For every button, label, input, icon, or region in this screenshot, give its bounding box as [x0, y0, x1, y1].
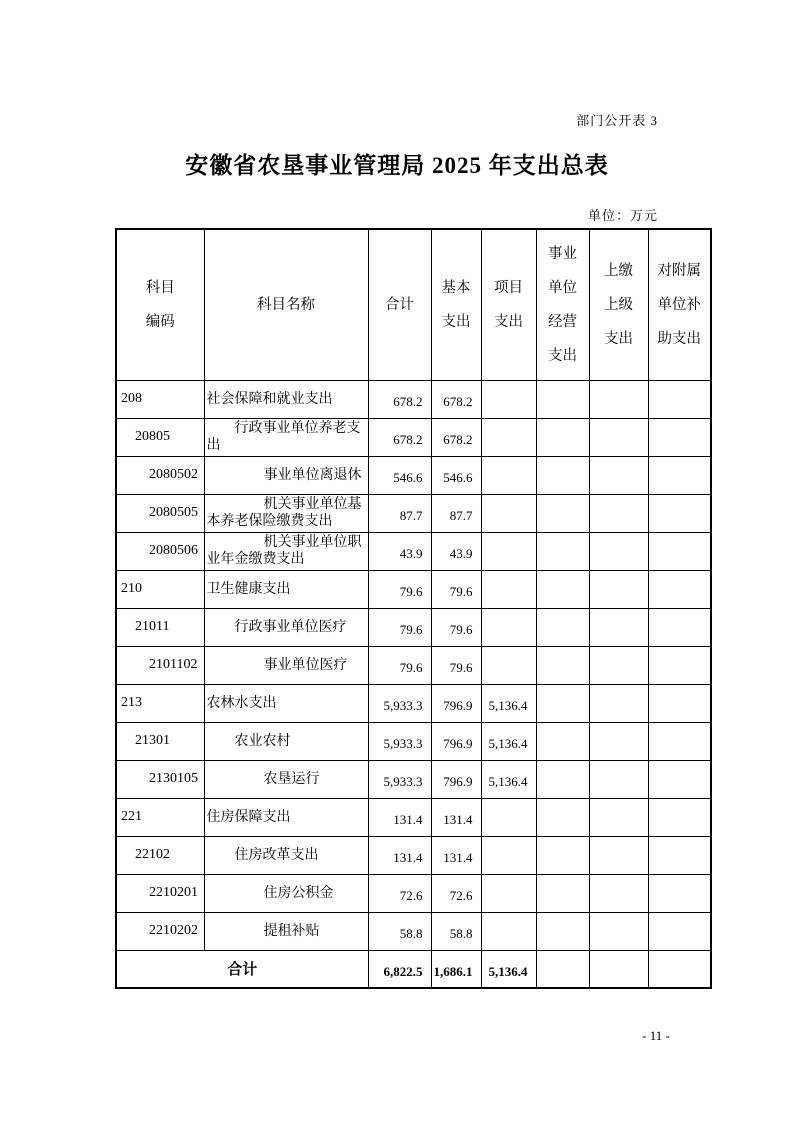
name-cell: 机关事业单位职业年金缴费支出 [204, 532, 368, 570]
column-header-line: 支出 [548, 347, 577, 364]
basic-expenditure-cell: 131.4 [431, 836, 481, 874]
column-header-2 [204, 229, 368, 380]
code-cell: 2210201 [116, 874, 204, 912]
subsidy-cell [648, 418, 711, 456]
code-cell: 2080506 [116, 532, 204, 570]
total-subsidy-cell [648, 950, 711, 988]
subsidy-cell [648, 608, 711, 646]
table-row [116, 380, 711, 418]
name-cell: 住房公积金 [204, 874, 368, 912]
project-expenditure-cell: 5,136.4 [481, 684, 536, 722]
basic-expenditure-cell: 72.6 [431, 874, 481, 912]
upper-level-cell [589, 912, 648, 950]
name-cell: 农垦运行 [204, 760, 368, 798]
code-cell: 2080505 [116, 494, 204, 532]
column-header-line: 上缴 [604, 262, 633, 279]
upper-level-cell [589, 874, 648, 912]
basic-expenditure-cell: 79.6 [431, 646, 481, 684]
page-number: - 11 - [642, 1028, 670, 1043]
name-cell: 行政事业单位医疗 [204, 608, 368, 646]
upper-level-cell [589, 418, 648, 456]
project-expenditure-cell [481, 874, 536, 912]
name-cell: 事业单位离退休 [204, 456, 368, 494]
code-cell: 210 [116, 570, 204, 608]
table-header [116, 229, 711, 380]
total-cell: 5,933.3 [368, 722, 431, 760]
code-cell: 2080502 [116, 456, 204, 494]
column-header-line: 事业 [548, 245, 577, 262]
project-expenditure-cell [481, 418, 536, 456]
project-expenditure-cell [481, 456, 536, 494]
operating-expenditure-cell [536, 418, 589, 456]
table-row [116, 912, 711, 950]
total-cell: 43.9 [368, 532, 431, 570]
table-row [116, 798, 711, 836]
name-cell: 农林水支出 [204, 684, 368, 722]
subsidy-cell [648, 798, 711, 836]
total-row [116, 950, 711, 988]
upper-level-cell [589, 570, 648, 608]
project-expenditure-cell [481, 570, 536, 608]
upper-level-cell [589, 760, 648, 798]
operating-expenditure-cell [536, 494, 589, 532]
code-cell: 21011 [116, 608, 204, 646]
operating-expenditure-cell [536, 912, 589, 950]
column-header-line: 科目 [145, 279, 175, 296]
table-row [116, 836, 711, 874]
basic-expenditure-cell: 678.2 [431, 380, 481, 418]
total-cell: 5,933.3 [368, 684, 431, 722]
basic-expenditure-cell: 678.2 [431, 418, 481, 456]
basic-expenditure-cell: 796.9 [431, 760, 481, 798]
total-project-cell: 5,136.4 [481, 950, 536, 988]
total-cell: 79.6 [368, 570, 431, 608]
subsidy-cell [648, 646, 711, 684]
subsidy-cell [648, 722, 711, 760]
column-header-line: 基本 [441, 279, 471, 296]
code-cell: 22102 [116, 836, 204, 874]
total-cell: 72.6 [368, 874, 431, 912]
name-cell: 农业农村 [204, 722, 368, 760]
table-row [116, 570, 711, 608]
column-header-line: 支出 [494, 313, 523, 330]
basic-expenditure-cell: 131.4 [431, 798, 481, 836]
operating-expenditure-cell [536, 646, 589, 684]
subsidy-cell [648, 570, 711, 608]
project-expenditure-cell [481, 380, 536, 418]
total-cell: 678.2 [368, 418, 431, 456]
project-expenditure-cell [481, 836, 536, 874]
column-header-line: 助支出 [657, 330, 701, 347]
total-cell: 131.4 [368, 836, 431, 874]
project-expenditure-cell [481, 646, 536, 684]
subsidy-cell [648, 456, 711, 494]
operating-expenditure-cell [536, 874, 589, 912]
table-row [116, 418, 711, 456]
total-operating-cell [536, 950, 589, 988]
column-header-line: 单位补 [657, 296, 701, 313]
subsidy-cell [648, 912, 711, 950]
table-row [116, 608, 711, 646]
basic-expenditure-cell: 796.9 [431, 722, 481, 760]
operating-expenditure-cell [536, 836, 589, 874]
operating-expenditure-cell [536, 608, 589, 646]
basic-expenditure-cell: 58.8 [431, 912, 481, 950]
subsidy-cell [648, 836, 711, 874]
operating-expenditure-cell [536, 798, 589, 836]
column-header-3 [368, 229, 431, 380]
name-cell: 卫生健康支出 [204, 570, 368, 608]
code-cell: 2130105 [116, 760, 204, 798]
table-body [116, 380, 711, 950]
table-row [116, 760, 711, 798]
total-cell: 5,933.3 [368, 760, 431, 798]
operating-expenditure-cell [536, 722, 589, 760]
name-cell: 提租补贴 [204, 912, 368, 950]
column-header-line: 科目名称 [257, 296, 315, 313]
page-title: 安徽省农垦事业管理局 2025 年支出总表 [185, 153, 609, 178]
column-header-line: 支出 [604, 330, 633, 347]
total-cell: 678.2 [368, 380, 431, 418]
subsidy-cell [648, 760, 711, 798]
operating-expenditure-cell [536, 760, 589, 798]
name-cell: 机关事业单位基本养老保险缴费支出 [204, 494, 368, 532]
header-row [116, 229, 711, 380]
name-cell: 住房改革支出 [204, 836, 368, 874]
project-expenditure-cell [481, 912, 536, 950]
name-cell: 行政事业单位养老支出 [204, 418, 368, 456]
total-cell: 546.6 [368, 456, 431, 494]
project-expenditure-cell: 5,136.4 [481, 760, 536, 798]
upper-level-cell [589, 684, 648, 722]
code-cell: 208 [116, 380, 204, 418]
column-header-line: 项目 [494, 279, 523, 296]
subsidy-cell [648, 532, 711, 570]
doc-label: 部门公开表 3 [576, 113, 658, 128]
total-cell: 131.4 [368, 798, 431, 836]
total-cell: 87.7 [368, 494, 431, 532]
basic-expenditure-cell: 79.6 [431, 608, 481, 646]
code-cell: 2210202 [116, 912, 204, 950]
project-expenditure-cell: 5,136.4 [481, 722, 536, 760]
operating-expenditure-cell [536, 456, 589, 494]
column-header-line: 编码 [145, 313, 175, 330]
upper-level-cell [589, 532, 648, 570]
basic-expenditure-cell: 546.6 [431, 456, 481, 494]
project-expenditure-cell [481, 798, 536, 836]
operating-expenditure-cell [536, 380, 589, 418]
column-header-line: 合计 [385, 296, 414, 313]
total-cell: 79.6 [368, 608, 431, 646]
upper-level-cell [589, 836, 648, 874]
subsidy-cell [648, 380, 711, 418]
table-row [116, 494, 711, 532]
total-upper-cell [589, 950, 648, 988]
column-header-1 [116, 229, 204, 380]
basic-expenditure-cell: 79.6 [431, 570, 481, 608]
upper-level-cell [589, 722, 648, 760]
name-cell: 社会保障和就业支出 [204, 380, 368, 418]
column-header-line: 单位 [548, 279, 577, 296]
column-header-4 [431, 229, 481, 380]
table-row [116, 532, 711, 570]
subsidy-cell [648, 684, 711, 722]
total-sum-cell: 6,822.5 [368, 950, 431, 988]
operating-expenditure-cell [536, 684, 589, 722]
code-cell: 213 [116, 684, 204, 722]
subsidy-cell [648, 494, 711, 532]
column-header-line: 支出 [441, 313, 471, 330]
column-header-5 [481, 229, 536, 380]
table-row [116, 874, 711, 912]
column-header-6 [536, 229, 589, 380]
column-header-8 [648, 229, 711, 380]
upper-level-cell [589, 646, 648, 684]
table-row [116, 456, 711, 494]
basic-expenditure-cell: 796.9 [431, 684, 481, 722]
name-cell: 住房保障支出 [204, 798, 368, 836]
column-header-line: 上级 [604, 296, 633, 313]
basic-expenditure-cell: 87.7 [431, 494, 481, 532]
project-expenditure-cell [481, 532, 536, 570]
basic-expenditure-cell: 43.9 [431, 532, 481, 570]
total-cell: 79.6 [368, 646, 431, 684]
column-header-7 [589, 229, 648, 380]
expenditure-table [115, 228, 712, 989]
code-cell: 2101102 [116, 646, 204, 684]
code-cell: 21301 [116, 722, 204, 760]
upper-level-cell [589, 456, 648, 494]
name-cell: 事业单位医疗 [204, 646, 368, 684]
total-label: 合计 [116, 950, 368, 988]
column-header-line: 经营 [548, 313, 577, 330]
total-basic-cell: 1,686.1 [431, 950, 481, 988]
subsidy-cell [648, 874, 711, 912]
code-cell: 221 [116, 798, 204, 836]
code-cell: 20805 [116, 418, 204, 456]
column-header-line: 对附属 [657, 262, 701, 279]
operating-expenditure-cell [536, 532, 589, 570]
table-row [116, 684, 711, 722]
upper-level-cell [589, 380, 648, 418]
upper-level-cell [589, 608, 648, 646]
operating-expenditure-cell [536, 570, 589, 608]
total-cell: 58.8 [368, 912, 431, 950]
project-expenditure-cell [481, 608, 536, 646]
table-row [116, 646, 711, 684]
table-row [116, 722, 711, 760]
unit-note: 单位：万元 [587, 208, 658, 223]
upper-level-cell [589, 798, 648, 836]
project-expenditure-cell [481, 494, 536, 532]
upper-level-cell [589, 494, 648, 532]
